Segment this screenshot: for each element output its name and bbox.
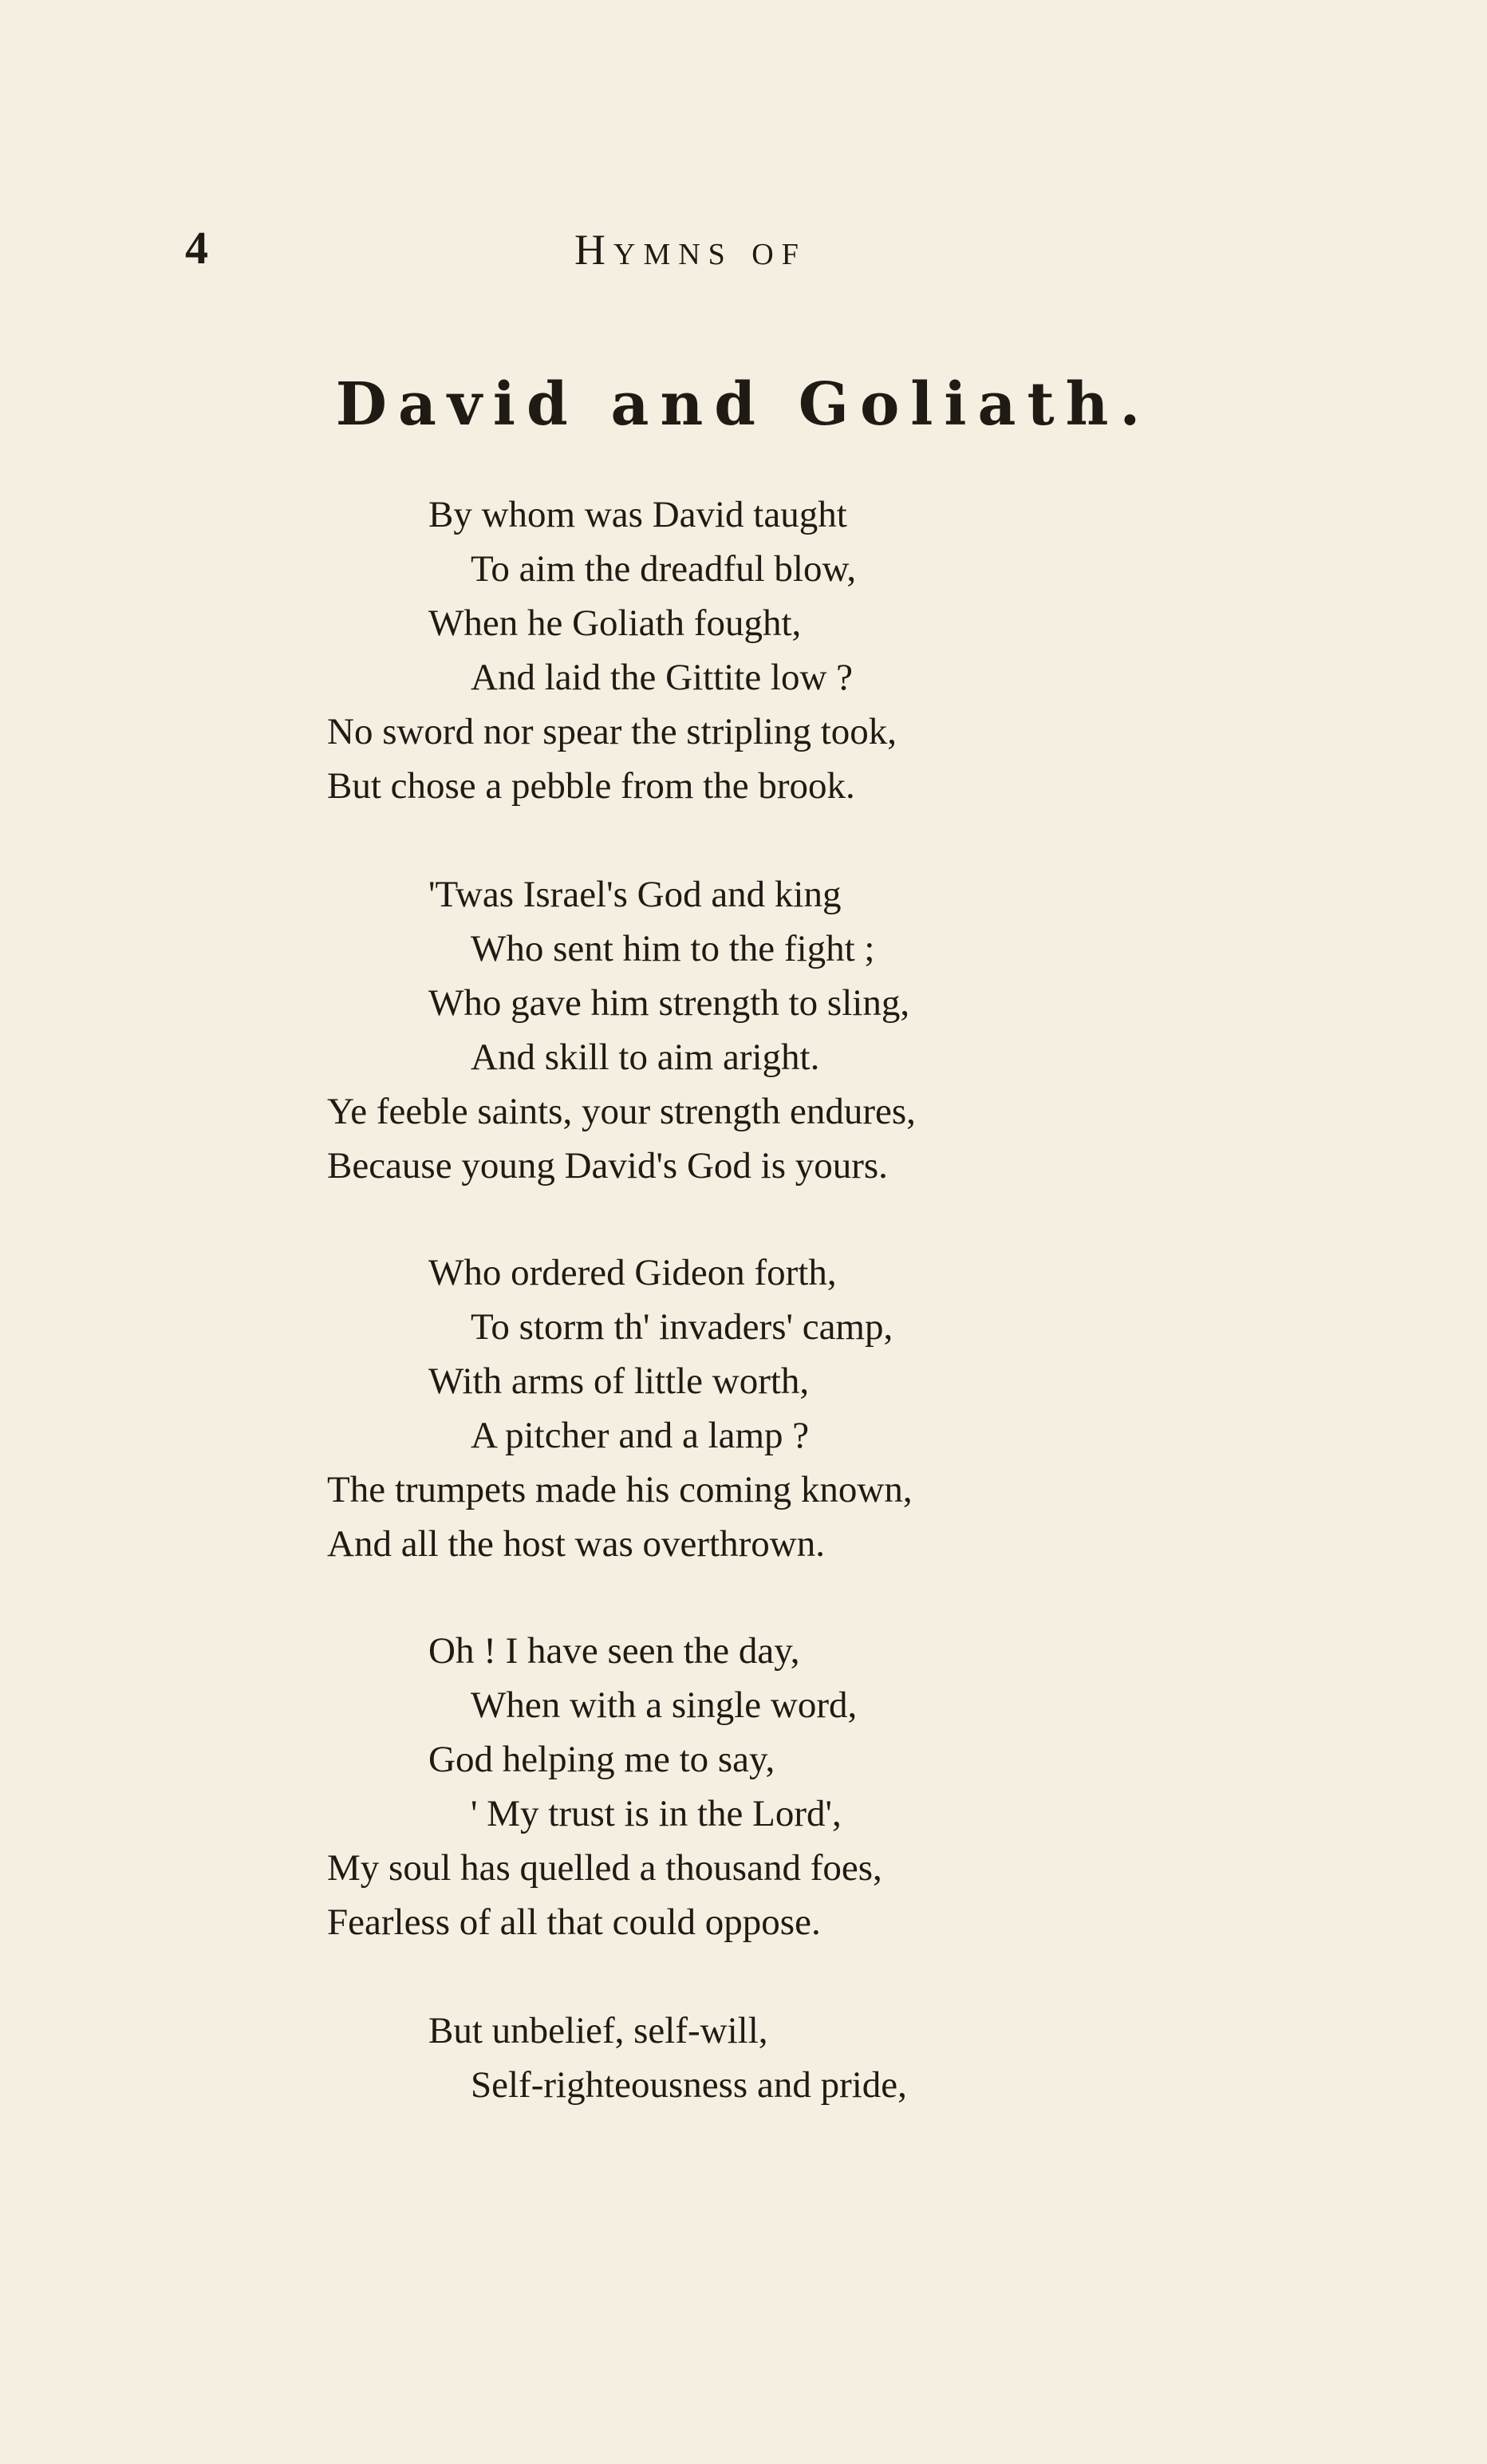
poem-line: Who ordered Gideon forth, (428, 1252, 837, 1293)
poem-line: But chose a pebble from the brook. (327, 765, 855, 807)
poem-line: Self-righteousness and pride, (471, 2064, 907, 2106)
poem-line: When he Goliath fought, (428, 602, 802, 644)
poem-line: To aim the dreadful blow, (471, 548, 857, 590)
poem-line: Ye feeble saints, your strength endures, (327, 1091, 916, 1132)
poem-line: And laid the Gittite low ? (471, 657, 854, 698)
poem-line: No sword nor spear the stripling took, (327, 711, 897, 752)
page-number: 4 (185, 222, 208, 274)
poem-line: Who sent him to the fight ; (471, 928, 875, 969)
poem-line: Fearless of all that could oppose. (327, 1901, 821, 1943)
hymn-title: David and Goliath. (335, 370, 1152, 439)
poem-line: Who gave him strength to sling, (428, 982, 910, 1024)
poem-line: ' My trust is in the Lord', (471, 1793, 842, 1834)
poem-line: God helping me to say, (428, 1739, 775, 1780)
poem-line: A pitcher and a lamp ? (471, 1415, 810, 1456)
poem-line: By whom was David taught (428, 494, 847, 535)
poem-line: When with a single word, (471, 1684, 858, 1726)
running-head: Hymns of (574, 226, 807, 274)
poem-line: But unbelief, self-will, (428, 2010, 768, 2051)
poem-line: 'Twas Israel's God and king (428, 874, 842, 915)
poem-line: And skill to aim aright. (471, 1037, 820, 1078)
poem-line: And all the host was overthrown. (327, 1523, 825, 1565)
poem-line: To storm th' invaders' camp, (471, 1306, 893, 1348)
poem-line: Oh ! I have seen the day, (428, 1630, 800, 1672)
poem-line: Because young David's God is yours. (327, 1145, 888, 1187)
poem-line: My soul has quelled a thousand foes, (327, 1847, 882, 1889)
poem-line: The trumpets made his coming known, (327, 1469, 913, 1510)
poem-line: With arms of little worth, (428, 1360, 810, 1402)
